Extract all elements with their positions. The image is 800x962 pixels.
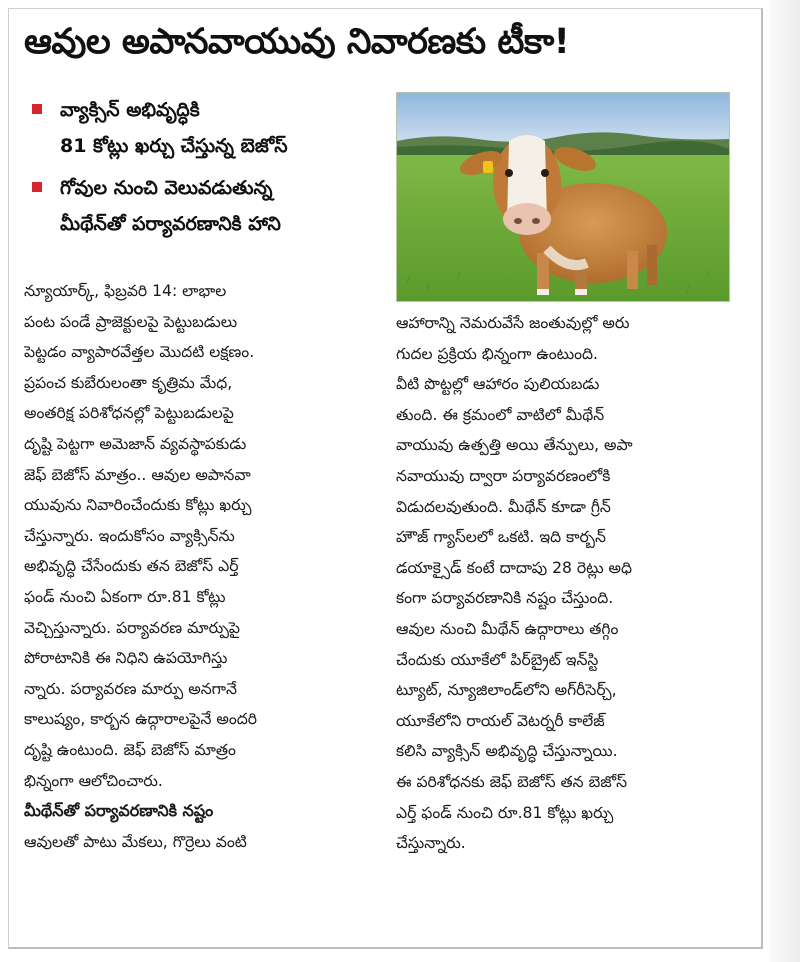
body-line: న్నారు. పర్యావరణ మార్పు అనగానే — [24, 679, 237, 698]
section-subheading: మీథేన్‌తో పర్యావరణానికి నష్టం — [24, 801, 214, 821]
body-line: హౌజ్ గ్యాస్‌లలో ఒకటి. ఇది కార్బన్ — [396, 528, 606, 547]
body-line: ట్యూట్, న్యూజిలాండ్‌లోని అగ్‌రీసెర్చ్, — [396, 681, 617, 700]
headline: ఆవుల అపానవాయువు నివారణకు టీకా! — [24, 22, 570, 62]
body-line: కంగా పర్యావరణానికి నష్టం చేస్తుంది. — [396, 589, 614, 608]
cow-photo — [396, 92, 730, 302]
subhead-1 — [24, 92, 384, 164]
subhead-2-line-1: గోవుల నుంచి వెలువడుతున్న — [60, 177, 273, 199]
body-line: డయాక్సైడ్ కంటే దాదాపు 28 రెట్లు అధి — [396, 558, 633, 577]
subhead-1-line-1: వ్యాక్సిన్ అభివృద్ధికి — [60, 99, 200, 121]
body-line: కాలుష్యం, కార్బన ఉద్గారాలపైనే అందరి — [24, 710, 258, 729]
subhead-2-line-2: మీథేన్‌తో పర్యావరణానికి హాని — [60, 213, 281, 235]
article-column-right — [396, 308, 732, 859]
body-line: దృష్టి పెట్టగా అమెజాన్ వ్యవస్థాపకుడు — [24, 434, 247, 453]
body-line: వీటి పొట్టల్లో ఆహారం పులియబడు — [396, 375, 600, 394]
body-line: ఫండ్ నుంచి ఏకంగా రూ.81 కోట్లు — [24, 587, 226, 606]
body-line: గుదల ప్రక్రియ భిన్నంగా ఉంటుంది. — [396, 344, 598, 363]
body-line: ప్రపంచ కుబేరులంతా కృత్రిమ మేధ, — [24, 373, 233, 392]
body-line: ఆవులతో పాటు మేకలు, గొర్రెలు వంటి — [24, 832, 247, 851]
body-line: నవాయువు ద్వారా పర్యావరణంలోకి — [396, 466, 611, 485]
body-line: ఆహారాన్ని నెమరువేసే జంతువుల్లో అరు — [396, 314, 630, 332]
body-line: దృష్టి ఉంటుంది. జెఫ్ బెజోస్ మాత్రం — [24, 740, 236, 759]
body-line: పెట్టడం వ్యాపారవేత్తల మొదటి లక్షణం. — [24, 343, 255, 362]
bullet-icon — [32, 104, 42, 114]
body-line: పోరాటానికి ఈ నిధిని ఉపయోగిస్తు — [24, 649, 228, 668]
body-line: విడుదలవుతుంది. మీథేన్ కూడా గ్రీన్ — [396, 497, 611, 516]
body-line: అభివృద్ధి చేసేందుకు తన బెజోస్ ఎర్త్ — [24, 557, 239, 576]
body-line: భిన్నంగా ఆలోచించారు. — [24, 771, 163, 790]
body-line: పంట పండే ప్రాజెక్టులపై పెట్టుబడులు — [24, 312, 238, 331]
body-line: ఈ పరిశోధనకు జెఫ్ బెజోస్ తన బెజోస్ — [396, 772, 628, 791]
body-line: తుంది. ఈ క్రమంలో వాటిలో మీథేన్ — [396, 405, 605, 424]
body-line: న్యూయార్క్, ఫిబ్రవరి 14: లాభాల — [24, 282, 227, 300]
body-line: వెచ్చిస్తున్నారు. పర్యావరణ మార్పుపై — [24, 618, 240, 637]
cow-in-field-image — [397, 93, 729, 301]
body-line: చేస్తున్నారు. ఇందుకోసం వ్యాక్సిన్‌ను — [24, 526, 235, 545]
body-line: చేస్తున్నారు. — [396, 834, 466, 853]
bullet-icon — [32, 182, 42, 192]
body-line: చేందుకు యూకేలో పిర్‌బ్రైట్ ఇన్‌స్టి — [396, 650, 599, 669]
subhead-2 — [24, 170, 384, 242]
article-column-left — [24, 276, 364, 857]
page-edge-margin — [770, 0, 800, 962]
body-line: యూకేలోని రాయల్ వెటర్నరీ కాలేజ్ — [396, 711, 605, 730]
subheadings — [24, 92, 384, 248]
body-line: యువును నివారించేందుకు కోట్లు ఖర్చు — [24, 496, 252, 515]
body-line: కలిసి వ్యాక్సిన్ అభివృద్ధి చేస్తున్నాయి. — [396, 742, 618, 761]
body-line: ఎర్త్ ఫండ్ నుంచి రూ.81 కోట్లు ఖర్చు — [396, 803, 614, 822]
body-line: జెఫ్ బెజోస్ మాత్రం.. ఆవుల అపానవా — [24, 465, 251, 484]
body-line: అంతరిక్ష పరిశోధనల్లో పెట్టుబడులపై — [24, 404, 234, 423]
body-line: ఆవుల నుంచి మీథేన్ ఉద్గారాలు తగ్గిం — [396, 619, 619, 638]
body-line: వాయువు ఉత్పత్తి అయి తేన్పులు, అపా — [396, 436, 633, 455]
subhead-1-line-2: 81 కోట్లు ఖర్చు చేస్తున్న బెజోస్ — [60, 135, 288, 157]
